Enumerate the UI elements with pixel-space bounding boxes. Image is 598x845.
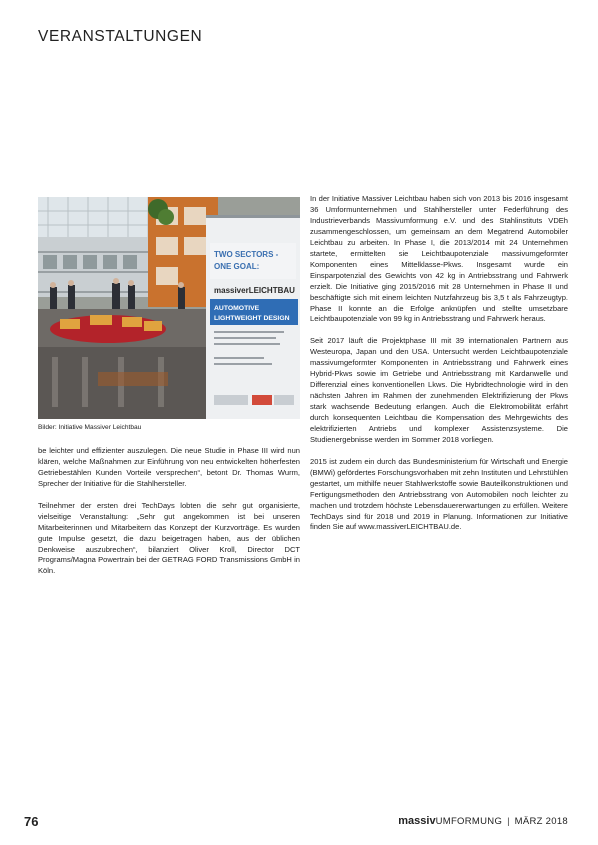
banner-brand: massiverLEICHTBAU (214, 286, 295, 295)
brand-regular: UMFORMUNG (435, 816, 503, 827)
left-column (38, 446, 300, 588)
photo-caption: Bilder: Initiative Massiver Leichtbau (38, 424, 142, 431)
page-number: 76 (24, 814, 39, 829)
paragraph: In der Initiative Massiver Leichtbau haben sich von 2013 bis 2016 insgesamt 36 Umformunternehmen und Stahlhersteller unter Federführung des Industrieverbands Massivumformung e.V. und des Stahlinstituts VDEh zusammengeschlossen, um gemeinsam an dem Megatrend Automobiler Leichtbau zu arbeiten. In Phase I, die 2013/2014 mit 24 Unternehmen startete, ermittelten sie Leichtbaupotenziale massivumgeformter Komponenten eines Mittelklasse-Pkws. Insgesamt wurde ein Einsparpotenzial des Gewichts von 42 kg in Antriebsstrang und Fahrwerk erzielt. Die Initiative ging 2015/2016 mit 28 Unternehmen in Phase II und beschäftigte sich mit einem leichten Nutzfahrzeug bis 3,5 t als Fahrzeugtyp. Phase II konnte an die Erfolge anknüpfen und stellte umsetzbare Leichtbaupotenziale von 99 kg in Antriebsstrang und Fahrwerk heraus. (310, 194, 568, 324)
event-photo (38, 197, 300, 419)
issue-date: MÄRZ 2018 (514, 816, 568, 827)
paragraph: be leichter und effizienter auszulegen. Die neue Studie in Phase III wird nun klären, welche Maßnahmen zur Einführung von neu entwickelten höherfesten Getriebestählen Kunden Vorteile versprechen“, betont Dr. Thomas Wurm, Sprecher der Initiative für die Stahlhersteller. (38, 446, 300, 488)
banner-line-2: ONE GOAL: (214, 262, 260, 271)
banner-tag-1: AUTOMOTIVE (214, 305, 260, 312)
footer-separator: | (507, 816, 510, 827)
banner-tag-2: LIGHTWEIGHT DESIGN (214, 315, 290, 322)
section-title: VERANSTALTUNGEN (38, 28, 203, 45)
paragraph: Seit 2017 läuft die Projektphase III mit 39 internationalen Partnern aus Westeuropa, Japan und den USA. Untersucht werden Leichtbaupotenziale massivumgeformter Komponenten in Antriebsstrang und Fahrwerk eines Hybrid-Pkws sowie im Getriebe und Antriebsstrang mit Kardanwelle und Differenzial eines konventionellen Lkws. Die Hybridtechnologie wird in den nächsten Jahren im Rahmen der zunehmenden Elektrifizierung der Pkws stark wachsende Bedeutung erlangen. Auch die Elektromobilität erfährt durch konsequenten Leichtbau die Kompensation des Mehrgewichts des elektrifizierten Antriebs und komplexer Assistenzsysteme. Die Studienergebnisse werden im Sommer 2018 vorliegen. (310, 336, 568, 444)
right-column (310, 194, 568, 544)
footer-masthead (398, 815, 568, 827)
paragraph: Teilnehmer der ersten drei TechDays lobten die sehr gut organisierte, vielseitige Veranstaltung: „Sehr gut angekommen ist bei unseren Mitarbeiterinnen und Mitarbeitern das Konzept der Kurzvorträge. Es wurden gute Impulse gesetzt, die dazu beigetragen haben, aus der üblichen Denkweise auszubrechen“, bilanziert Oliver Kroll, Director DCT Programs/Magna Powertrain bei der GETRAG FORD Transmissions GmbH in Köln. (38, 500, 300, 576)
brand-bold: massiv (398, 815, 436, 827)
paragraph: 2015 ist zudem ein durch das Bundesministerium für Wirtschaft und Energie (BMWi) gefördertes Forschungsvorhaben mit zehn Instituten und Lehrstühlen gestartet, um mithilfe neuer Stahlwerkstoffe sowie Bauteilkonstruktionen und Fertigungsmethoden den Antriebsstrang von Automobilen noch leichter zu machen und trotzdem höchste Lebensdauererwartungen zu erfüllen. Weitere TechDays sind für 2018 und 2019 in Planung. Informationen zur Initiative finden Sie auf www.massiverLEICHTBAU.de. (310, 456, 568, 532)
banner-line-1: TWO SECTORS - (214, 250, 279, 259)
